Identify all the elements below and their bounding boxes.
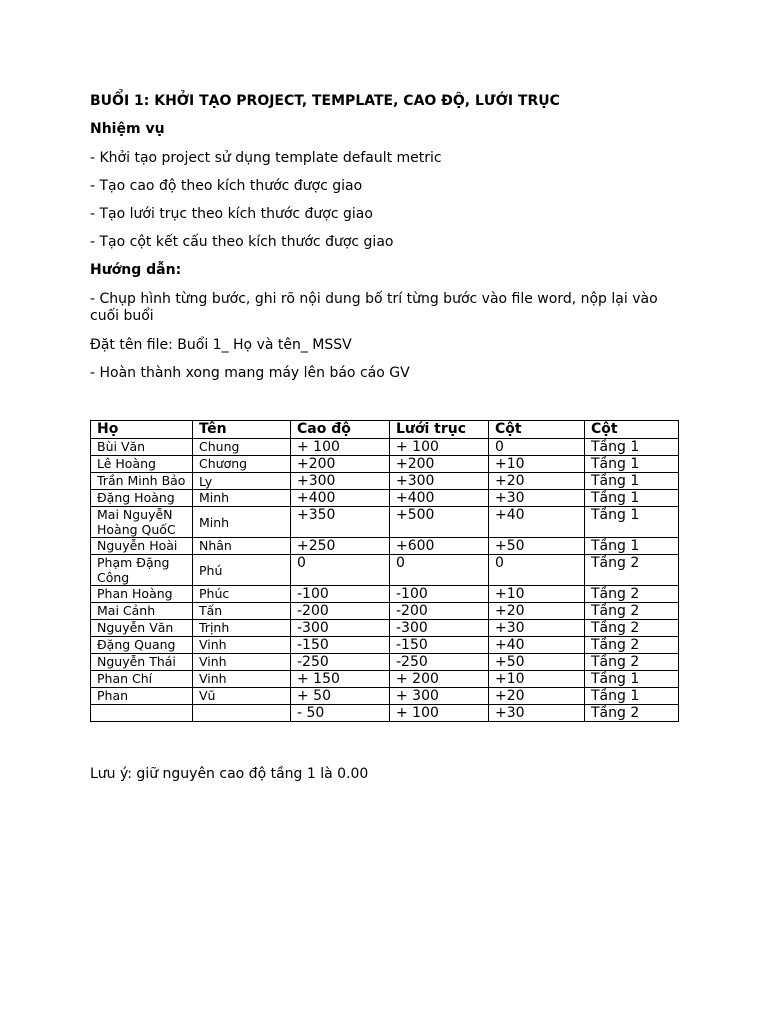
cell-cot: 0 bbox=[489, 555, 585, 586]
cell-luoi-truc: + 300 bbox=[390, 688, 489, 705]
cell-ho: Trần Minh Bảo bbox=[91, 473, 193, 490]
cell-cot: +20 bbox=[489, 688, 585, 705]
task-item: - Tạo cột kết cấu theo kích thước được giao bbox=[90, 234, 394, 250]
cell-tang: Tầng 1 bbox=[585, 671, 679, 688]
cell-ten: Minh bbox=[193, 507, 291, 538]
cell-ten: Phúc bbox=[193, 586, 291, 603]
cell-ten: Minh bbox=[193, 490, 291, 507]
cell-cot: +10 bbox=[489, 671, 585, 688]
cell-ho: Đặng Quang bbox=[91, 637, 193, 654]
cell-cao-do: -100 bbox=[291, 586, 390, 603]
table-row bbox=[91, 473, 679, 490]
cell-ten: Vinh bbox=[193, 671, 291, 688]
cell-cot: +30 bbox=[489, 705, 585, 722]
cell-cot: 0 bbox=[489, 439, 585, 456]
cell-tang: Tầng 2 bbox=[585, 603, 679, 620]
cell-cao-do: -150 bbox=[291, 637, 390, 654]
table-row bbox=[91, 603, 679, 620]
guide-step: - Hoàn thành xong mang máy lên báo cáo GV bbox=[90, 365, 410, 381]
cell-luoi-truc: 0 bbox=[390, 555, 489, 586]
cell-tang: Tầng 2 bbox=[585, 620, 679, 637]
tasks-heading: Nhiệm vụ bbox=[90, 121, 165, 137]
cell-ho: Phạm Đặng Công bbox=[91, 555, 193, 586]
cell-luoi-truc: + 200 bbox=[390, 671, 489, 688]
table-row bbox=[91, 654, 679, 671]
cell-luoi-truc: -150 bbox=[390, 637, 489, 654]
table-row bbox=[91, 439, 679, 456]
cell-cao-do: -300 bbox=[291, 620, 390, 637]
cell-cot: +50 bbox=[489, 654, 585, 671]
header-cot: Cột bbox=[489, 421, 585, 439]
cell-ten: Phú bbox=[193, 555, 291, 586]
cell-cao-do: +350 bbox=[291, 507, 390, 538]
header-luoi-truc: Lưới trục bbox=[390, 421, 489, 439]
cell-cot: +10 bbox=[489, 456, 585, 473]
header-cao-do: Cao độ bbox=[291, 421, 390, 439]
cell-ten: Tấn bbox=[193, 603, 291, 620]
cell-cao-do: + 100 bbox=[291, 439, 390, 456]
cell-cao-do: + 50 bbox=[291, 688, 390, 705]
cell-tang: Tầng 1 bbox=[585, 439, 679, 456]
table-row bbox=[91, 705, 679, 722]
cell-cot: +30 bbox=[489, 490, 585, 507]
cell-ho: Nguyễn Văn bbox=[91, 620, 193, 637]
task-item: - Khởi tạo project sử dụng template default metric bbox=[90, 150, 442, 166]
cell-ten: Vinh bbox=[193, 654, 291, 671]
table-row bbox=[91, 555, 679, 586]
table-row bbox=[91, 538, 679, 555]
cell-ho bbox=[91, 705, 193, 722]
table-row bbox=[91, 456, 679, 473]
cell-tang: Tầng 2 bbox=[585, 705, 679, 722]
cell-ten: Vinh bbox=[193, 637, 291, 654]
cell-luoi-truc: + 100 bbox=[390, 439, 489, 456]
cell-cao-do: +300 bbox=[291, 473, 390, 490]
cell-ho: Bùi Văn bbox=[91, 439, 193, 456]
cell-ho: Phan Hoàng bbox=[91, 586, 193, 603]
cell-tang: Tầng 1 bbox=[585, 456, 679, 473]
cell-cot: +50 bbox=[489, 538, 585, 555]
cell-cot: +10 bbox=[489, 586, 585, 603]
cell-tang: Tầng 2 bbox=[585, 654, 679, 671]
cell-luoi-truc: +300 bbox=[390, 473, 489, 490]
cell-tang: Tầng 2 bbox=[585, 586, 679, 603]
cell-cot: +30 bbox=[489, 620, 585, 637]
table-row bbox=[91, 620, 679, 637]
table-row bbox=[91, 637, 679, 654]
cell-ho: Lê Hoàng bbox=[91, 456, 193, 473]
cell-tang: Tầng 2 bbox=[585, 555, 679, 586]
cell-cot: +40 bbox=[489, 637, 585, 654]
cell-luoi-truc: +500 bbox=[390, 507, 489, 538]
cell-ten: Vũ bbox=[193, 688, 291, 705]
cell-tang: Tầng 1 bbox=[585, 538, 679, 555]
cell-cot: +20 bbox=[489, 473, 585, 490]
cell-ten: Chương bbox=[193, 456, 291, 473]
cell-ho: Phan Chí bbox=[91, 671, 193, 688]
cell-cao-do: + 150 bbox=[291, 671, 390, 688]
table-row bbox=[91, 507, 679, 538]
cell-ten bbox=[193, 705, 291, 722]
cell-cao-do: +250 bbox=[291, 538, 390, 555]
cell-ho: Nguyễn Thái bbox=[91, 654, 193, 671]
cell-cao-do: -200 bbox=[291, 603, 390, 620]
note: Lưu ý: giữ nguyên cao độ tầng 1 là 0.00 bbox=[90, 766, 369, 782]
cell-ten: Nhân bbox=[193, 538, 291, 555]
cell-luoi-truc: -100 bbox=[390, 586, 489, 603]
cell-tang: Tầng 1 bbox=[585, 688, 679, 705]
task-item: - Tạo cao độ theo kích thước được giao bbox=[90, 178, 363, 194]
table-row bbox=[91, 671, 679, 688]
assignment-table bbox=[90, 420, 679, 722]
cell-tang: Tầng 1 bbox=[585, 473, 679, 490]
cell-cot: +20 bbox=[489, 603, 585, 620]
cell-cao-do: 0 bbox=[291, 555, 390, 586]
cell-tang: Tầng 1 bbox=[585, 490, 679, 507]
cell-luoi-truc: -300 bbox=[390, 620, 489, 637]
cell-ho: Đặng Hoàng bbox=[91, 490, 193, 507]
cell-cao-do: +200 bbox=[291, 456, 390, 473]
cell-ho: Mai NguyễN Hoàng QuốC bbox=[91, 507, 193, 538]
cell-ho: Nguyễn Hoài bbox=[91, 538, 193, 555]
cell-luoi-truc: -200 bbox=[390, 603, 489, 620]
file-name-instruction: Đặt tên file: Buổi 1_ Họ và tên_ MSSV bbox=[90, 337, 352, 353]
cell-luoi-truc: + 100 bbox=[390, 705, 489, 722]
cell-luoi-truc: +400 bbox=[390, 490, 489, 507]
cell-cao-do: +400 bbox=[291, 490, 390, 507]
cell-ten: Ly bbox=[193, 473, 291, 490]
table-row bbox=[91, 490, 679, 507]
header-ten: Tên bbox=[193, 421, 291, 439]
document-title: BUỔI 1: KHỞI TẠO PROJECT, TEMPLATE, CAO ĐỘ, LƯỚI TRỤC bbox=[90, 93, 560, 109]
cell-ten: Trịnh bbox=[193, 620, 291, 637]
cell-ho: Mai Cảnh bbox=[91, 603, 193, 620]
header-cot-tang: Cột bbox=[585, 421, 679, 439]
table-row bbox=[91, 688, 679, 705]
cell-tang: Tầng 2 bbox=[585, 637, 679, 654]
cell-ho: Phan bbox=[91, 688, 193, 705]
cell-cao-do: - 50 bbox=[291, 705, 390, 722]
cell-tang: Tầng 1 bbox=[585, 507, 679, 538]
cell-ten: Chung bbox=[193, 439, 291, 456]
guide-step: - Chụp hình từng bước, ghi rõ nội dung bố trí từng bước vào file word, nộp lại vào cuối buổi bbox=[90, 291, 658, 324]
cell-cot: +40 bbox=[489, 507, 585, 538]
table-row bbox=[91, 586, 679, 603]
header-ho: Họ bbox=[91, 421, 193, 439]
task-item: - Tạo lưới trục theo kích thước được giao bbox=[90, 206, 373, 222]
cell-luoi-truc: -250 bbox=[390, 654, 489, 671]
cell-luoi-truc: +200 bbox=[390, 456, 489, 473]
guide-heading: Hướng dẫn: bbox=[90, 262, 182, 278]
cell-cao-do: -250 bbox=[291, 654, 390, 671]
table-header-row bbox=[91, 421, 679, 439]
cell-luoi-truc: +600 bbox=[390, 538, 489, 555]
